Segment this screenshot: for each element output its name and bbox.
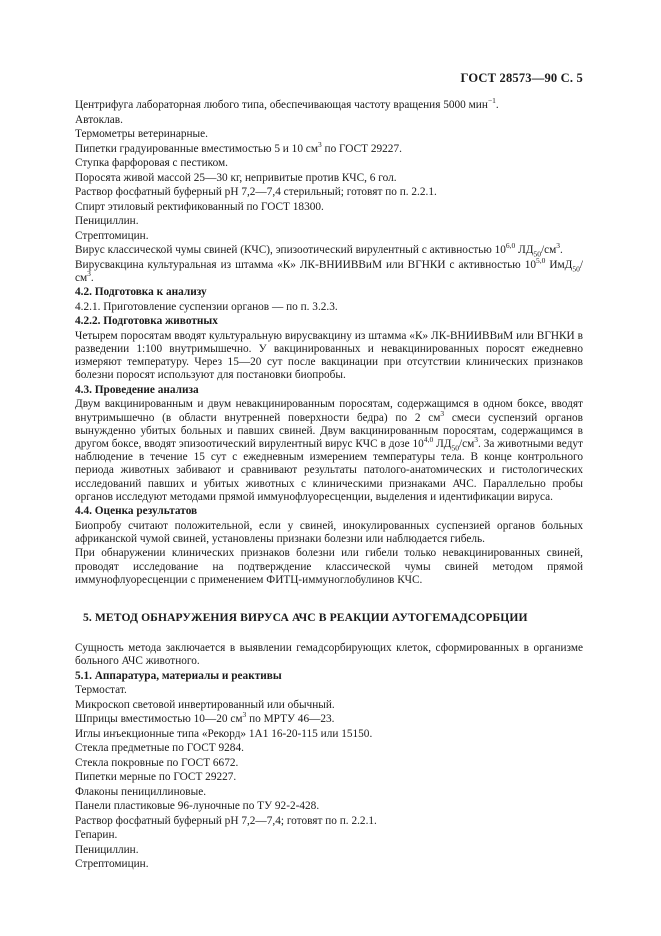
page-header: ГОСТ 28573—90 С. 5 <box>460 71 583 85</box>
text-line: Спирт этиловый ректификованный по ГОСТ 18300. <box>75 200 324 213</box>
text-line: Гепарин. <box>75 829 118 842</box>
text-paragraph: Биопробу считают положительной, если у свиней, инокулированных суспензией органов больных африканской чумой свиней, установлены признаки болезни или наблюдается гибель. <box>75 519 583 545</box>
document-body <box>75 96 583 873</box>
text-paragraph: При обнаружении клинических признаков болезни или гибели только невакцинированных свиней, проводят исследование на подтверждение классической чумы свиней методом прямой иммунофлуоресценции с применением ФИТЦ-иммуноглобулинов КЧС. <box>75 547 583 586</box>
text-paragraph: Сущность метода заключается в выявлении гемадсорбирующих клеток, сформированных в организме больного АЧС животного. <box>75 642 583 668</box>
text-line: Пипетки градуированные вместимостью 5 и 10 $см^3$ по ГОСТ 29227. <box>75 139 402 155</box>
text-line: Стрептомицин. <box>75 858 149 871</box>
text-paragraph: Четырем поросятам вводят культуральную вирусвакцину из штамма «К» ЛК-ВНИИВВиМ или ВГНКИ в разведении 1:100 внутримышечно. У вакцинированных и невакцинированных поросят ежедневно измеряют температуру. Через 15—20 сут после вакцинации при отсутствии клинических признаков болезни поросят используют для постановки биопробы. <box>75 329 583 382</box>
text-line: Шприцы вместимостью 10—20 $см^3$ по МРТУ 46—23. <box>75 710 335 726</box>
text-line: Пенициллин. <box>75 843 139 856</box>
text-line: Иглы инъекционные типа «Рекорд» 1А1 16-20-115 или 15150. <box>75 727 373 740</box>
section-heading-4-2: 4.2. Подготовка к анализу <box>75 286 207 299</box>
section-heading-5-1: 5.1. Аппаратура, материалы и реактивы <box>75 669 282 682</box>
section-heading-4-4: 4.4. Оценка результатов <box>75 505 198 518</box>
text-line: Флаконы пенициллиновые. <box>75 785 207 798</box>
section-heading-5: 5. МЕТОД ОБНАРУЖЕНИЯ ВИРУСА АЧС В РЕАКЦИИ АУТОГЕМАДСОРБЦИИ <box>83 611 528 625</box>
text-line: Стекла предметные по ГОСТ 9284. <box>75 742 244 755</box>
text-paragraph: Двум вакцинированным и двум невакцинированным поросятам, содержащимся в одном боксе, вводят внутримышечно (в области внутренней поверхности бедра) по 2 $см^3$ смеси суспензий органов вынужденно убитых больных и павших свиней. Двум вакцинированным поросятам, содержащимся в другом боксе, вводят эпизоотический вирулентный вирус КЧС в дозе 10$^{4,0}$ $ЛД_{50}/см^3$. За животными ведут наблюдение в течение 15 сут с ежедневным измерением температуры тела. В конце контрольного периода животных забивают и сравнивают результаты патолого-анатомических и гистологических исследований павших и убитых животных с клиническими признаками АЧС. Параллельно пробы органов исследуют методами прямой иммунофлуоресценции, выделения и идентификации вируса. <box>75 398 583 503</box>
text-paragraph: Вирус классической чумы свиней (КЧС), эпизоотический вирулентный с активностью 10$^{6,0}$ $ЛД_{50}/см^3$. <box>75 241 563 259</box>
text-line: Автоклав. <box>75 113 123 126</box>
text-line: Пипетки мерные по ГОСТ 29227. <box>75 771 237 784</box>
text-line: Стекла покровные по ГОСТ 6672. <box>75 756 239 769</box>
text-line: Термометры ветеринарные. <box>75 128 208 140</box>
text-line: Термостат. <box>75 684 127 697</box>
text-line: Ступка фарфоровая с пестиком. <box>75 157 228 169</box>
text-line: Стрептомицин. <box>75 229 149 242</box>
section-heading-4-2-2: 4.2.2. Подготовка животных <box>75 315 218 328</box>
text-line: Микроскоп световой инвертированный или обычный. <box>75 698 335 711</box>
section-heading-4-3: 4.3. Проведение анализа <box>75 383 199 396</box>
text-line: Поросята живой массой 25—30 кг, непривитые против КЧС, 6 гол. <box>75 171 397 184</box>
text-line: Пенициллин. <box>75 215 139 227</box>
text-line: 4.2.1. Приготовление суспензии органов — по п. 3.2.3. <box>75 300 338 313</box>
text-line: Раствор фосфатный буферный рН 7,2—7,4; готовят по п. 2.2.1. <box>75 814 377 827</box>
text-line: Центрифуга лабораторная любого типа, обеспечивающая частоту вращения 5000 мин$^{-1}$. <box>75 96 499 111</box>
text-line: Раствор фосфатный буферный рН 7,2—7,4 стерильный; готовят по п. 2.2.1. <box>75 186 437 198</box>
text-paragraph: Вирусвакцина культуральная из штамма «К» ЛК-ВНИИВВиМ или ВГНКИ с активностью 10$^{5,0}$ $ИмД_{50}/см^3$. <box>75 255 583 284</box>
text-line: Панели пластиковые 96-луночные по ТУ 92-2-428. <box>75 800 320 813</box>
